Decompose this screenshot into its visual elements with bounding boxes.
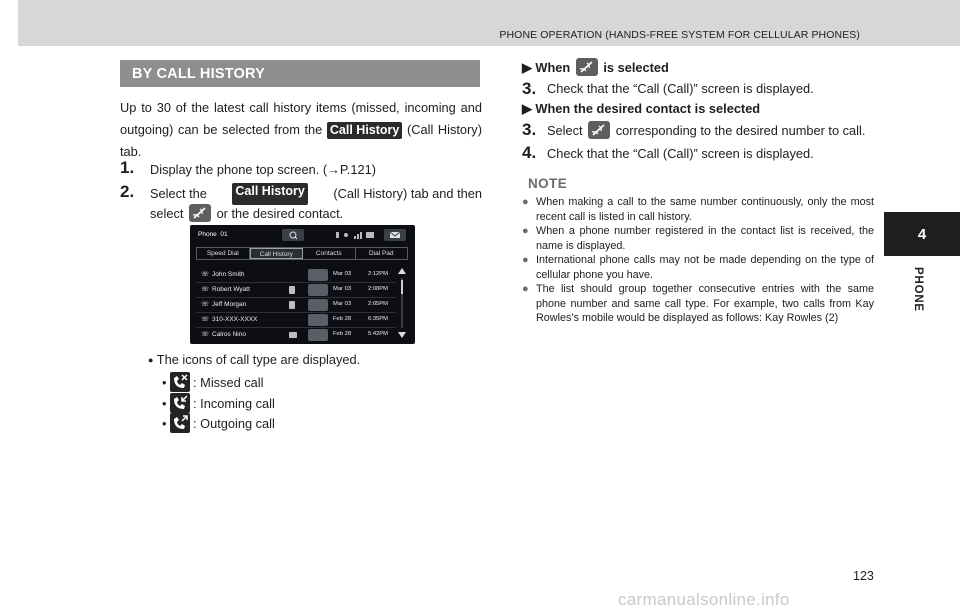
- watermark: carmanualsonline.info: [618, 590, 790, 609]
- step-3b-text: Select corresponding to the desired number to call.: [547, 123, 866, 138]
- intro-text-1: Up to 30 of the latest call history items (missed, incoming and outgoing) can be selected from the: [120, 100, 482, 137]
- note-item: ● International phone calls may not be made depending on the type of cellular phone you have.: [522, 254, 874, 281]
- screen-message-button[interactable]: [384, 229, 406, 241]
- row-time: 6:35PM: [368, 316, 388, 322]
- call-button-icon: [189, 204, 211, 222]
- missed-call-legend: • : Missed call: [162, 372, 263, 392]
- row-name: 310-XXX-XXXX: [212, 316, 258, 323]
- note-item: ● When a phone number registered in the contact list is received, the name is displayed.: [522, 225, 874, 252]
- screen-tab-dial-pad[interactable]: Dial Pad: [368, 250, 394, 257]
- when-contact-selected: ▶ When the desired contact is selected: [522, 101, 761, 116]
- call-button-icon: [576, 58, 598, 76]
- call-history-tab-chip: Call History: [327, 122, 402, 139]
- step-1-number: 1.: [120, 158, 135, 177]
- step-3a-number: 3.: [522, 79, 537, 98]
- row-call-button[interactable]: [308, 269, 328, 281]
- step-2-number: 2.: [120, 182, 135, 201]
- phone-icon: ☏: [201, 301, 210, 308]
- screen-settings-button[interactable]: [282, 229, 304, 241]
- step-4-text: Check that the “Call (Call)” screen is displayed.: [547, 146, 814, 161]
- step-2-line-2: [150, 203, 343, 225]
- phone-icon: ☏: [201, 271, 210, 278]
- screen-tab-speed-dial[interactable]: Speed Dial: [197, 248, 250, 259]
- row-date: Feb 28: [333, 331, 352, 337]
- row-date: Mar 03: [333, 301, 352, 307]
- row-name: John Smith: [212, 271, 245, 278]
- running-header: PHONE OPERATION (HANDS-FREE SYSTEM FOR CELLULAR PHONES): [499, 29, 860, 41]
- chapter-label-text: PHONE: [912, 267, 924, 312]
- page-number: 123: [853, 569, 874, 583]
- row-call-button[interactable]: [308, 284, 328, 296]
- step-4-number: 4.: [522, 143, 537, 162]
- history-row[interactable]: [196, 283, 396, 298]
- incoming-call-legend: • : Incoming call: [162, 393, 275, 413]
- screen-tab-call-history[interactable]: Call History: [250, 248, 304, 259]
- icon-types-intro: ● The icons of call type are displayed.: [148, 352, 361, 367]
- work-type-icon: [289, 332, 297, 338]
- step-2-line-1: [150, 183, 482, 205]
- call-history-screen: [190, 225, 415, 344]
- screen-tabs: [196, 247, 408, 260]
- screen-top-bar: [190, 225, 415, 245]
- history-row[interactable]: [196, 298, 396, 313]
- row-call-button[interactable]: [308, 329, 328, 341]
- screen-status-icons: [336, 231, 376, 239]
- row-call-button[interactable]: [308, 314, 328, 326]
- phone-icon: ☏: [201, 316, 210, 323]
- outgoing-call-icon: [170, 413, 190, 433]
- row-time: 2:08PM: [368, 286, 388, 292]
- row-date: Mar 03: [333, 271, 352, 277]
- mobile-type-icon: [289, 301, 295, 309]
- step-2-text-d: or the desired contact.: [216, 206, 344, 221]
- incoming-call-icon: [170, 393, 190, 413]
- step-3b-number: 3.: [522, 120, 537, 139]
- step-2-text-b: (Call History) tab and then: [333, 186, 482, 201]
- phone-icon: ☏: [201, 286, 210, 293]
- row-name: Calros Nino: [212, 331, 246, 338]
- screen-tab-contacts[interactable]: Contacts: [303, 248, 356, 259]
- triangle-bullet-icon: ▶: [522, 60, 532, 75]
- row-time: 2:12PM: [368, 271, 388, 277]
- row-call-button[interactable]: [308, 299, 328, 311]
- section-title: BY CALL HISTORY: [132, 66, 265, 82]
- history-row[interactable]: [196, 328, 396, 343]
- row-date: Mar 03: [333, 286, 352, 292]
- step-3a-text: Check that the “Call (Call)” screen is displayed.: [547, 81, 814, 96]
- missed-call-icon: [170, 372, 190, 392]
- call-button-icon: [588, 121, 610, 139]
- screen-phone-label: Phone 01: [198, 231, 228, 238]
- note-title: NOTE: [528, 176, 568, 191]
- row-date: Feb 28: [333, 316, 352, 322]
- phone-icon: ☏: [201, 331, 210, 338]
- intro-text-2: (Call History) tab.: [120, 122, 482, 159]
- call-history-chip-2: Call History: [232, 183, 307, 205]
- row-time: 5:42PM: [368, 331, 388, 337]
- row-name: Jeff Morgan: [212, 301, 247, 308]
- section-header: [120, 60, 480, 87]
- mobile-type-icon: [289, 286, 295, 294]
- chapter-side-label: [897, 262, 947, 322]
- note-item: ● When making a call to the same number continuously, only the most recent call is listed in call history.: [522, 196, 874, 223]
- history-row[interactable]: [196, 313, 396, 328]
- step-2-text-c: select: [150, 206, 184, 221]
- step-1-text: Display the phone top screen. (→P.121): [150, 162, 376, 177]
- outgoing-call-legend: • : Outgoing call: [162, 413, 275, 433]
- history-row[interactable]: [196, 268, 396, 283]
- note-item: ● The list should group together consecutive entries with the same phone number and same call type. For example, two calls from Kay Rowles’s mobile would be displayed as follows: Kay Rowles (2): [522, 283, 874, 324]
- row-time: 2:05PM: [368, 301, 388, 307]
- step-2-text-a: Select the: [150, 186, 207, 201]
- chapter-tab: 4: [884, 212, 960, 256]
- when-call-icon-selected: ▶ When is selected: [522, 60, 669, 75]
- triangle-bullet-icon: ▶: [522, 101, 532, 116]
- row-name: Robert Wyatt: [212, 286, 250, 293]
- screen-scrollbar[interactable]: [396, 268, 408, 340]
- intro-paragraph: [120, 97, 482, 163]
